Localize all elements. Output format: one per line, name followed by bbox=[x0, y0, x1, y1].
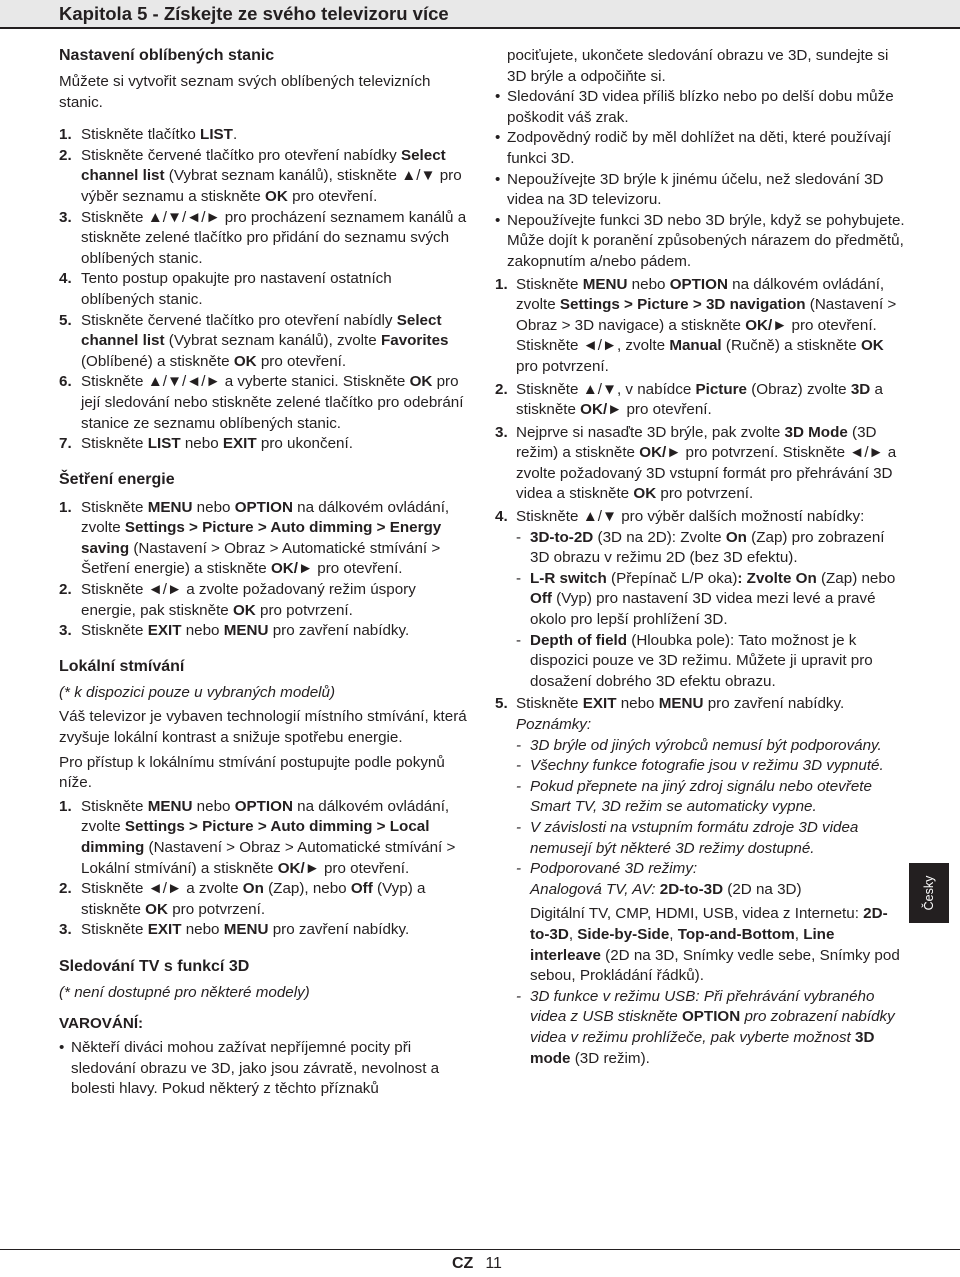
notes-list bbox=[516, 736, 905, 1070]
list-item: 3. Stiskněte ▲/▼/◄/► pro procházení seznamem kanálů a stiskněte zelené tlačítko pro přidání do seznamu svých oblíbených stanic. bbox=[59, 208, 467, 267]
option-list bbox=[516, 528, 905, 693]
list-item: 5. Stiskněte EXIT nebo MENU pro zavření nabídky. Poznámky: - 3D brýle od jiných výrobců nemusí být podporovány. - Všechny funkce fotografie jsou v režimu 3D vypnuté. - Pokud přepnete na jiný zdroj signálu nebo otevřete Smart TV, 3D režim se automaticky vypne. - V závislosti na vstupním formátu zdroje 3D videa nemusejí být některé 3D režimy dostupné. - Podporované 3D režimy: Analogová TV, AV: 2D-to-3D (2D na 3D) Digitální TV, CMP, HDMI, USB, videa z Internetu: 2D-to-3D, Side-by-Side, Top-and-Bottom, Line interleave (2D na 3D, Snímky vedle sebe, Snímky pod sebou, Prokládání řádků). - 3D funkce v režimu USB: Při přehrávání vybraného videa z USB stiskněte OPTION pro zobrazení nabídky videa v režimu prohlížeče, pak vyberte možnost 3D mode (3D režim). bbox=[495, 694, 905, 1069]
warning-continuation: pociťujete, ukončete sledování obrazu ve 3D, sundejte si 3D brýle a odpočiňte si. bbox=[507, 47, 889, 85]
dimming-paragraph-1: Váš televizor je vybaven technologií místního stmívání, která zvyšuje lokální kontrast a snižuje spotřebu energie. bbox=[59, 708, 467, 747]
list-item: • Sledování 3D videa příliš blízko nebo po delší dobu může poškodit váš zrak. bbox=[495, 87, 905, 128]
dimming-note: (* k dispozici pouze u vybraných modelů) bbox=[59, 683, 336, 701]
chapter-title: Kapitola 5 - Získejte ze svého televizoru více bbox=[59, 3, 449, 24]
language-tab bbox=[909, 863, 949, 923]
dimming-paragraph-2: Pro přístup k lokálnímu stmívání postupujte podle pokynů níže. bbox=[59, 753, 445, 792]
tv3d-steps bbox=[495, 275, 905, 1070]
list-item: - Depth of field (Hloubka pole): Tato možnost je k dispozici pouze ve 3D režimu. Můžete ji upravit pro dosažení dobrého 3D efektu obrazu. bbox=[516, 631, 873, 690]
list-item: • Zodpovědný rodič by měl dohlížet na děti, které používají funkci 3D. bbox=[495, 128, 905, 169]
energy-heading: Šetření energie bbox=[59, 470, 175, 488]
language-tab-label: Česky bbox=[922, 875, 936, 911]
page-number: 11 bbox=[485, 1255, 502, 1272]
favorites-heading: Nastavení oblíbených stanic bbox=[59, 47, 275, 64]
list-item: - 3D-to-2D (3D na 2D): Zvolte On (Zap) pro zobrazení 3D obrazu v režimu 2D (bez 3D efektu). bbox=[516, 528, 885, 567]
dimming-heading: Lokální stmívání bbox=[59, 657, 185, 675]
list-item: 5. Stiskněte červené tlačítko pro otevření nabídly Select channel list (Vybrat seznam kanálů), zvolte Favorites (Oblíbené) a stiskněte OK pro otevření. bbox=[59, 311, 449, 370]
list-item: • Nepoužívejte 3D brýle k jinému účelu, než sledování 3D videa na 3D televizoru. bbox=[495, 170, 905, 211]
language-code: CZ bbox=[452, 1255, 474, 1272]
list-item: 2. Stiskněte ◄/► a zvolte On (Zap), nebo Off (Vyp) a stiskněte OK pro potvrzení. bbox=[59, 880, 426, 918]
list-item: - V závislosti na vstupním formátu zdroje 3D videa nemusejí být některé 3D režimy dostupné. bbox=[516, 818, 859, 857]
favorites-intro: Můžete si vytvořit seznam svých oblíbených televizních stanic. bbox=[59, 73, 431, 111]
warning-bullets bbox=[59, 1038, 469, 1100]
list-item: 3. Stiskněte EXIT nebo MENU pro zavření nabídky. bbox=[59, 921, 410, 939]
list-item: 3. Stiskněte EXIT nebo MENU pro zavření nabídky. bbox=[59, 622, 410, 640]
list-item: 4. Stiskněte ▲/▼ pro výběr dalších možností nabídky: - 3D-to-2D (3D na 2D): Zvolte On (Zap) pro zobrazení 3D obrazu v režimu 2D (bez 3D efektu). - L-R switch (Přepínač L/P oka): Zvolte On (Zap) nebo Off (Vyp) pro nastavení 3D videa mezi levé a pravé okolo pro lepší prohlížení 3D. - Depth of field (Hloubka pole): Tato možnost je k dispozici pouze ve 3D režimu. Můžete ji upravit pro dosažení dobrého 3D efektu obrazu. bbox=[495, 507, 905, 692]
list-item: 7. Stiskněte LIST nebo EXIT pro ukončení. bbox=[59, 435, 353, 453]
right-column bbox=[495, 46, 905, 1069]
list-item: 3. Nejprve si nasaďte 3D brýle, pak zvolte 3D Mode (3D režim) a stiskněte OK/► pro potvrzení. Stiskněte ◄/► a zvolte požadovaný 3D vstupní formát pro přehrávání 3D videa a stiskněte OK pro potvrzení. bbox=[495, 423, 897, 503]
list-item: • Někteří diváci mohou zažívat nepříjemné pocity při sledování obrazu ve 3D, jako jsou závratě, nevolnost a bolesti hlavy. Pokud některý z těchto příznaků bbox=[59, 1038, 469, 1100]
list-item: - Všechny funkce fotografie jsou v režimu 3D vypnuté. bbox=[516, 757, 884, 775]
list-item: - Podporované 3D režimy: Analogová TV, AV: 2D-to-3D (2D na 3D) Digitální TV, CMP, HDMI, USB, videa z Internetu: 2D-to-3D, Side-by-Side, Top-and-Bottom, Line interleave (2D na 3D, Snímky vedle sebe, Snímky pod sebou, Prokládání řádků). bbox=[516, 860, 900, 985]
list-item: 2. Stiskněte ▲/▼, v nabídce Picture (Obraz) zvolte 3D a stiskněte OK/► pro otevření. bbox=[495, 380, 883, 419]
list-item: 1. Stiskněte MENU nebo OPTION na dálkovém ovládání, zvolte Settings > Picture > Auto dimming > Local dimming (Nastavení > Obraz > Automatické stmívání > Lokální stmívání) a stiskněte OK/► pro otevření. bbox=[59, 797, 456, 877]
warning-bullets-continued bbox=[495, 87, 905, 272]
chapter-header bbox=[0, 0, 960, 29]
favorites-steps bbox=[59, 125, 469, 455]
page-footer bbox=[452, 1254, 502, 1274]
left-column bbox=[59, 46, 469, 1100]
tv3d-heading: Sledování TV s funkcí 3D bbox=[59, 957, 250, 975]
list-item: - 3D brýle od jiných výrobců nemusí být podporovány. bbox=[516, 736, 882, 754]
list-item: 1. Stiskněte MENU nebo OPTION na dálkovém ovládání, zvolte Settings > Picture > 3D navigation (Nastavení > Obraz > 3D navigace) a stiskněte OK/► pro otevření. Stiskněte ◄/►, zvolte Manual (Ručně) a stiskněte OK pro potvrzení. bbox=[495, 275, 897, 375]
list-item: - L-R switch (Přepínač L/P oka): Zvolte On (Zap) nebo Off (Vyp) pro nastavení 3D videa mezi levé a pravé okolo pro lepší prohlížení 3D. bbox=[516, 569, 896, 629]
list-item: 2. Stiskněte ◄/► a zvolte požadovaný režim úspory energie, pak stiskněte OK pro potvrzení. bbox=[59, 581, 416, 619]
list-item: - Pokud přepnete na jiný zdroj signálu nebo otevřete Smart TV, 3D režim se automaticky vypne. bbox=[516, 777, 872, 816]
list-item: 2. Stiskněte červené tlačítko pro otevření nabídky Select channel list (Vybrat seznam kanálů), stiskněte ▲/▼ pro výběr seznamu a stiskněte OK pro otevření. bbox=[59, 146, 462, 205]
footer-rule bbox=[0, 1249, 960, 1250]
list-item: 6. Stiskněte ▲/▼/◄/► a vyberte stanici. Stiskněte OK pro její sledování nebo stiskněte zelené tlačítko pro odebrání stanice ze seznamu oblíbených stanic. bbox=[59, 373, 464, 432]
list-item: - 3D funkce v režimu USB: Při přehrávání vybraného videa z USB stiskněte OPTION pro zobrazení nabídky videa v režimu prohlížeče, pak vyberte možnost 3D mode (3D režim). bbox=[516, 987, 895, 1067]
energy-steps bbox=[59, 498, 469, 642]
list-item: 1. Stiskněte MENU nebo OPTION na dálkovém ovládání, zvolte Settings > Picture > Auto dimming > Energy saving (Nastavení > Obraz > Automatické stmívání > Šetření energie) a stiskněte OK/► pro otevření. bbox=[59, 498, 450, 578]
list-item: 1. Stiskněte tlačítko LIST. bbox=[59, 126, 238, 144]
list-item: • Nepoužívejte funkci 3D nebo 3D brýle, když se pohybujete. Může dojít k poranění způsobených nárazem do předmětů, zakopnutím a/nebo pádem. bbox=[495, 211, 905, 273]
notes-title: Poznámky: bbox=[516, 716, 592, 733]
tv3d-note: (* není dostupné pro některé modely) bbox=[59, 983, 310, 1001]
dimming-steps bbox=[59, 797, 469, 941]
list-item: 4. Tento postup opakujte pro nastavení ostatních oblíbených stanic. bbox=[59, 270, 392, 308]
warning-title: VAROVÁNÍ: bbox=[59, 1014, 144, 1032]
